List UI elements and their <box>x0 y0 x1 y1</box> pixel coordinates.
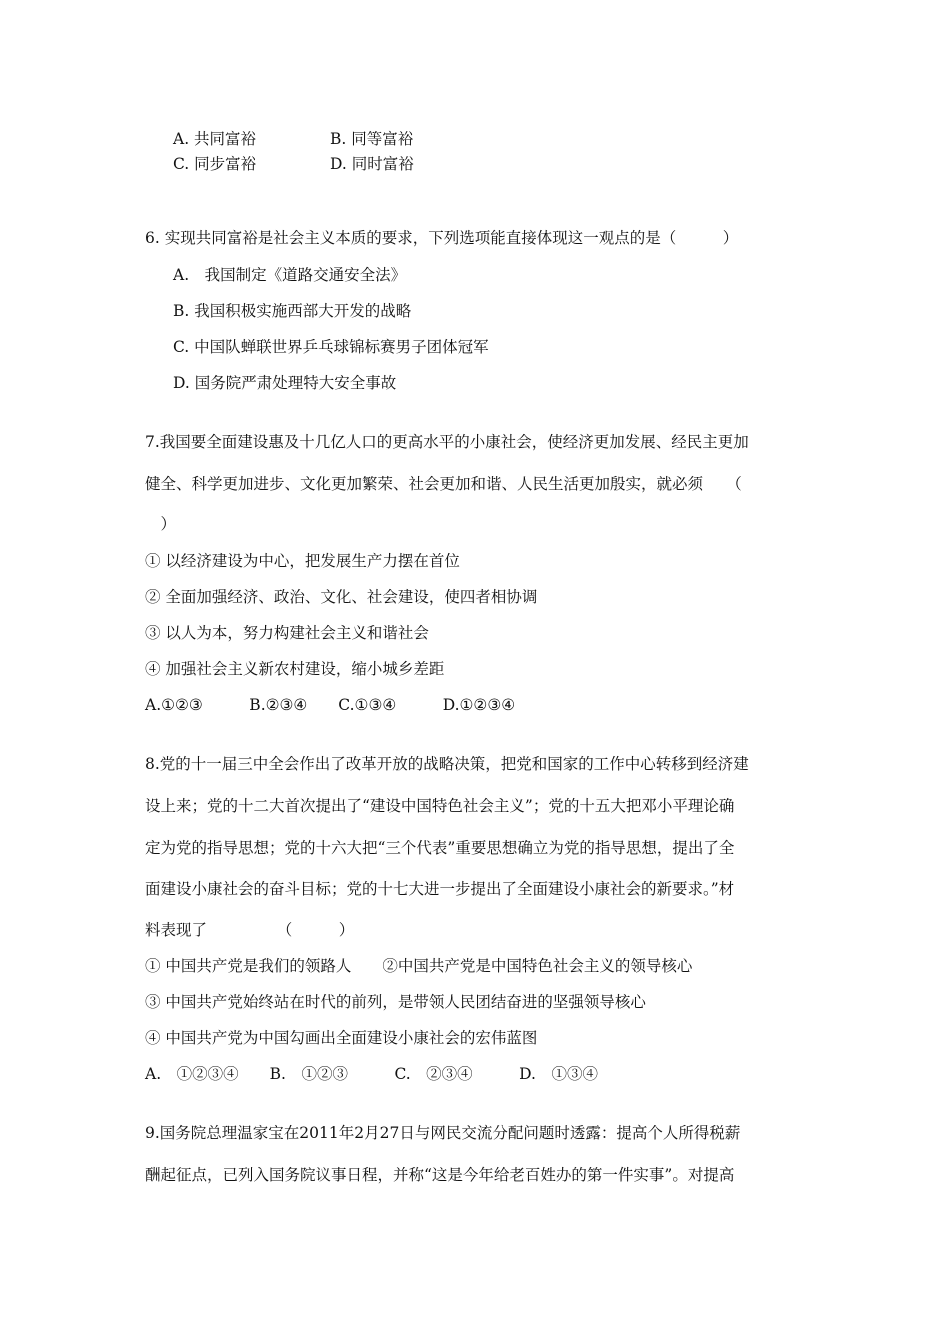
q8-stem-line-2: 设上来；党的十二大首次提出了“建设中国特色社会主义”；党的十五大把邓小平理论确 <box>145 797 735 815</box>
q8-item-2: ③ 中国共产党始终站在时代的前列，是带领人民团结奋进的坚强领导核心 <box>145 993 646 1011</box>
q8-item-3: ④ 中国共产党为中国勾画出全面建设小康社会的宏伟蓝图 <box>145 1029 538 1047</box>
q5-option-d: D. 同时富裕 <box>330 155 414 173</box>
q8-stem-line-4: 面建设小康社会的奋斗目标；党的十七大进一步提出了全面建设小康社会的新要求。”材 <box>145 880 735 898</box>
q8-item-1: ① 中国共产党是我们的领路人 ②中国共产党是中国特色社会主义的领导核心 <box>145 957 693 975</box>
q7-item-4: ④ 加强社会主义新农村建设，缩小城乡差距 <box>145 660 445 678</box>
q6-option-d: D. 国务院严肃处理特大安全事故 <box>173 374 397 392</box>
q7-item-1: ① 以经济建设为中心，把发展生产力摆在首位 <box>145 552 460 570</box>
q6-option-b: B. 我国积极实施西部大开发的战略 <box>173 302 412 320</box>
q7-item-2: ② 全面加强经济、政治、文化、社会建设，使四者相协调 <box>145 588 538 606</box>
q8-stem-line-3: 定为党的指导思想；党的十六大把“三个代表”重要思想确立为党的指导思想，提出了全 <box>145 839 735 857</box>
q7-stem-line-3: ） <box>145 515 177 533</box>
q9-stem-line-1: 9.国务院总理温家宝在2011年2月27日与网民交流分配问题时透露：提高个人所得税薪 <box>145 1124 741 1142</box>
q8-stem-line-5: 料表现了 （ ） <box>145 921 355 939</box>
q7-stem-line-1: 7.我国要全面建设惠及十几亿人口的更高水平的小康社会，使经济更加发展、经民主更加 <box>145 433 749 451</box>
q7-stem-line-2: 健全、科学更加进步、文化更加繁荣、社会更加和谐、人民生活更加殷实，就必须 （ <box>145 475 742 493</box>
q5-option-a: A. 共同富裕 <box>173 130 257 148</box>
q6-option-c: C. 中国队蝉联世界乒乓球锦标赛男子团体冠军 <box>173 338 489 356</box>
q9-stem-line-2: 酬起征点，已列入国务院议事日程，并称“这是今年给老百姓办的第一件实事”。对提高 <box>145 1166 735 1184</box>
q5-option-c: C. 同步富裕 <box>173 155 257 173</box>
q6-stem: 6. 实现共同富裕是社会主义本质的要求，下列选项能直接体现这一观点的是（ ） <box>145 229 739 247</box>
q8-stem-line-1: 8.党的十一届三中全会作出了改革开放的战略决策，把党和国家的工作中心转移到经济建 <box>145 755 749 773</box>
q6-option-a: A. 我国制定《道路交通安全法》 <box>173 266 407 284</box>
q7-answers: A.①②③ B.②③④ C.①③④ D.①②③④ <box>145 696 516 714</box>
q8-answers: A. ①②③④ B. ①②③ C. ②③④ D. ①③④ <box>145 1065 598 1083</box>
q7-item-3: ③ 以人为本，努力构建社会主义和谐社会 <box>145 624 429 642</box>
q5-option-b: B. 同等富裕 <box>330 130 414 148</box>
